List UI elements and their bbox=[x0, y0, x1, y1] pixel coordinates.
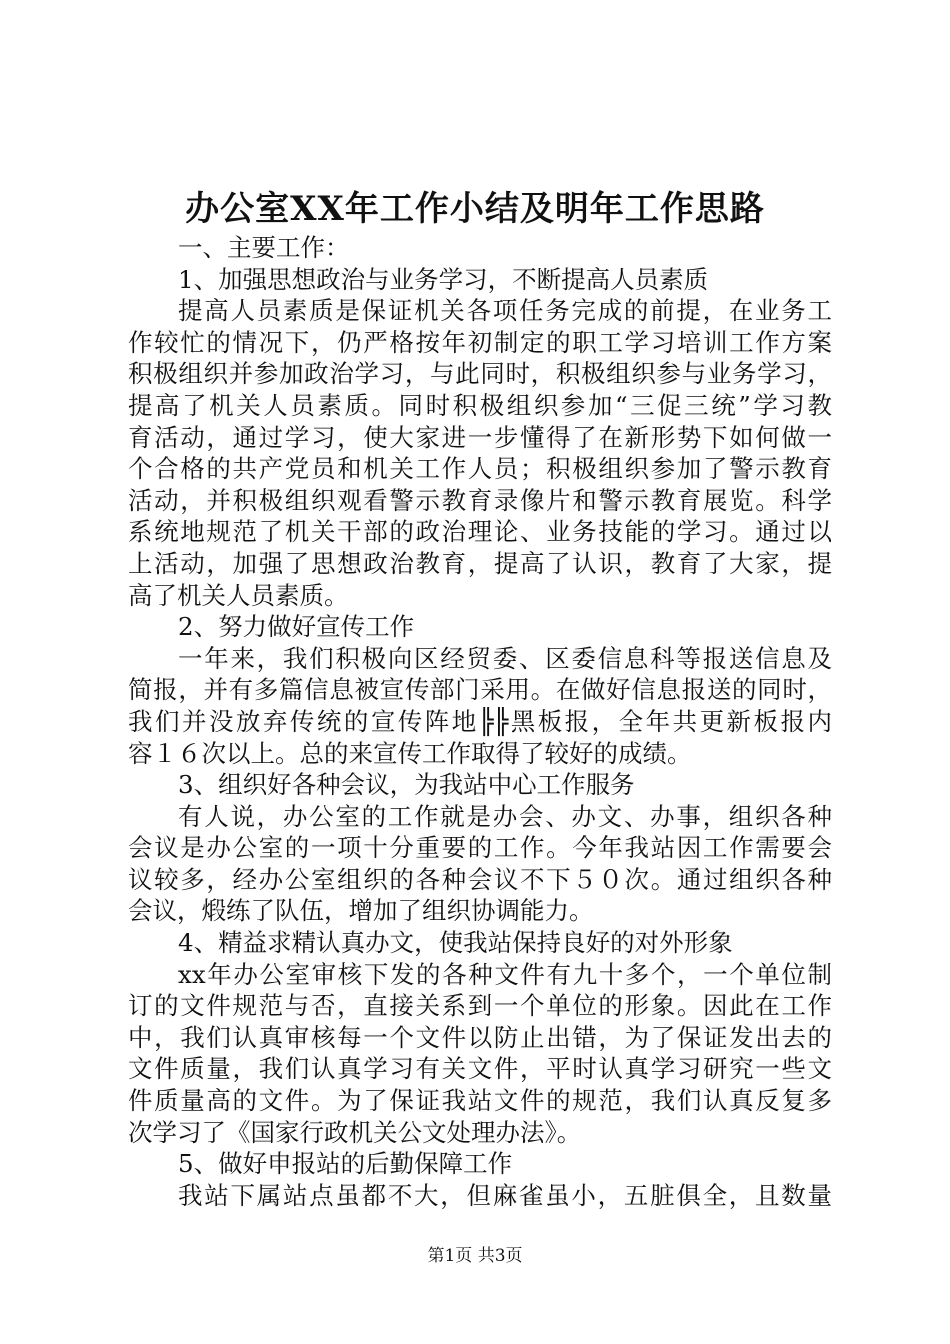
item-heading: 1、加强思想政治与业务学习，不断提高人员素质 bbox=[178, 264, 709, 294]
paragraph-line: 中，我们认真审核每一个文件以防止出错，为了保证发出去的 bbox=[128, 1022, 832, 1052]
paragraph-line: 作较忙的情况下，仍严格按年初制定的职工学习培训工作方案 bbox=[128, 327, 832, 357]
page-footer: 第1页 共3页 bbox=[427, 1246, 523, 1266]
paragraph-line: 会议，煅练了队伍，增加了组织协调能力。 bbox=[128, 896, 594, 926]
paragraph-line: 育活动，通过学习，使大家进一步懂得了在新形势下如何做一 bbox=[128, 422, 832, 452]
paragraph-line: 我站下属站点虽都不大，但麻雀虽小，五脏俱全，且数量 bbox=[178, 1180, 832, 1210]
paragraph-line: 简报，并有多篇信息被宣传部门采用。在做好信息报送的同时， bbox=[128, 675, 832, 705]
paragraph-line: 个合格的共产党员和机关工作人员；积极组织参加了警示教育 bbox=[128, 454, 832, 484]
section-heading: 一、主要工作： bbox=[178, 233, 350, 262]
paragraph-line: 系统地规范了机关干部的政治理论、业务技能的学习。通过以 bbox=[128, 517, 832, 547]
paragraph-line: 活动，并积极组织观看警示教育录像片和警示教育展览。科学 bbox=[128, 485, 832, 515]
document-body bbox=[128, 232, 832, 1211]
paragraph-line: 容１６次以上。总的来宣传工作取得了较好的成绩。 bbox=[128, 738, 692, 768]
paragraph-line: 我们并没放弃传统的宣传阵地╠╠黑板报，全年共更新板报内 bbox=[128, 706, 832, 736]
paragraph-line: 件质量高的文件。为了保证我站文件的规范，我们认真反复多 bbox=[128, 1086, 832, 1116]
paragraph-line: xx年办公室审核下发的各种文件有九十多个，一个单位制 bbox=[178, 959, 832, 989]
paragraph-line: 议较多，经办公室组织的各种会议不下５０次。通过组织各种 bbox=[128, 864, 832, 894]
item-heading: 2、努力做好宣传工作 bbox=[178, 612, 415, 642]
paragraph-line: 积极组织并参加政治学习，与此同时，积极组织参与业务学习， bbox=[128, 359, 832, 389]
document-title: 办公室XX年工作小结及明年工作思路 bbox=[185, 189, 765, 229]
item-heading: 4、精益求精认真办文，使我站保持良好的对外形象 bbox=[178, 928, 733, 958]
paragraph-line: 提高人员素质是保证机关各项任务完成的前提，在业务工 bbox=[178, 296, 832, 326]
paragraph-line: 有人说，办公室的工作就是办会、办文、办事，组织各种 bbox=[178, 801, 832, 831]
paragraph-line: 订的文件规范与否，直接关系到一个单位的形象。因此在工作 bbox=[128, 991, 832, 1021]
paragraph-line: 上活动，加强了思想政治教育，提高了认识，教育了大家，提 bbox=[128, 548, 832, 578]
paragraph-line: 高了机关人员素质。 bbox=[128, 580, 349, 610]
paragraph-line: 会议是办公室的一项十分重要的工作。今年我站因工作需要会 bbox=[128, 833, 832, 863]
item-heading: 5、做好申报站的后勤保障工作 bbox=[178, 1149, 513, 1179]
paragraph-line: 一年来，我们积极向区经贸委、区委信息科等报送信息及 bbox=[178, 643, 832, 673]
paragraph-line: 提高了机关人员素质。同时积极组织参加“三促三统”学习教 bbox=[128, 390, 832, 420]
paragraph-line: 文件质量，我们认真学习有关文件，平时认真学习研究一些文 bbox=[128, 1054, 832, 1084]
paragraph-line: 次学习了《国家行政机关公文处理办法》。 bbox=[128, 1117, 582, 1147]
item-heading: 3、组织好各种会议，为我站中心工作服务 bbox=[178, 770, 635, 800]
